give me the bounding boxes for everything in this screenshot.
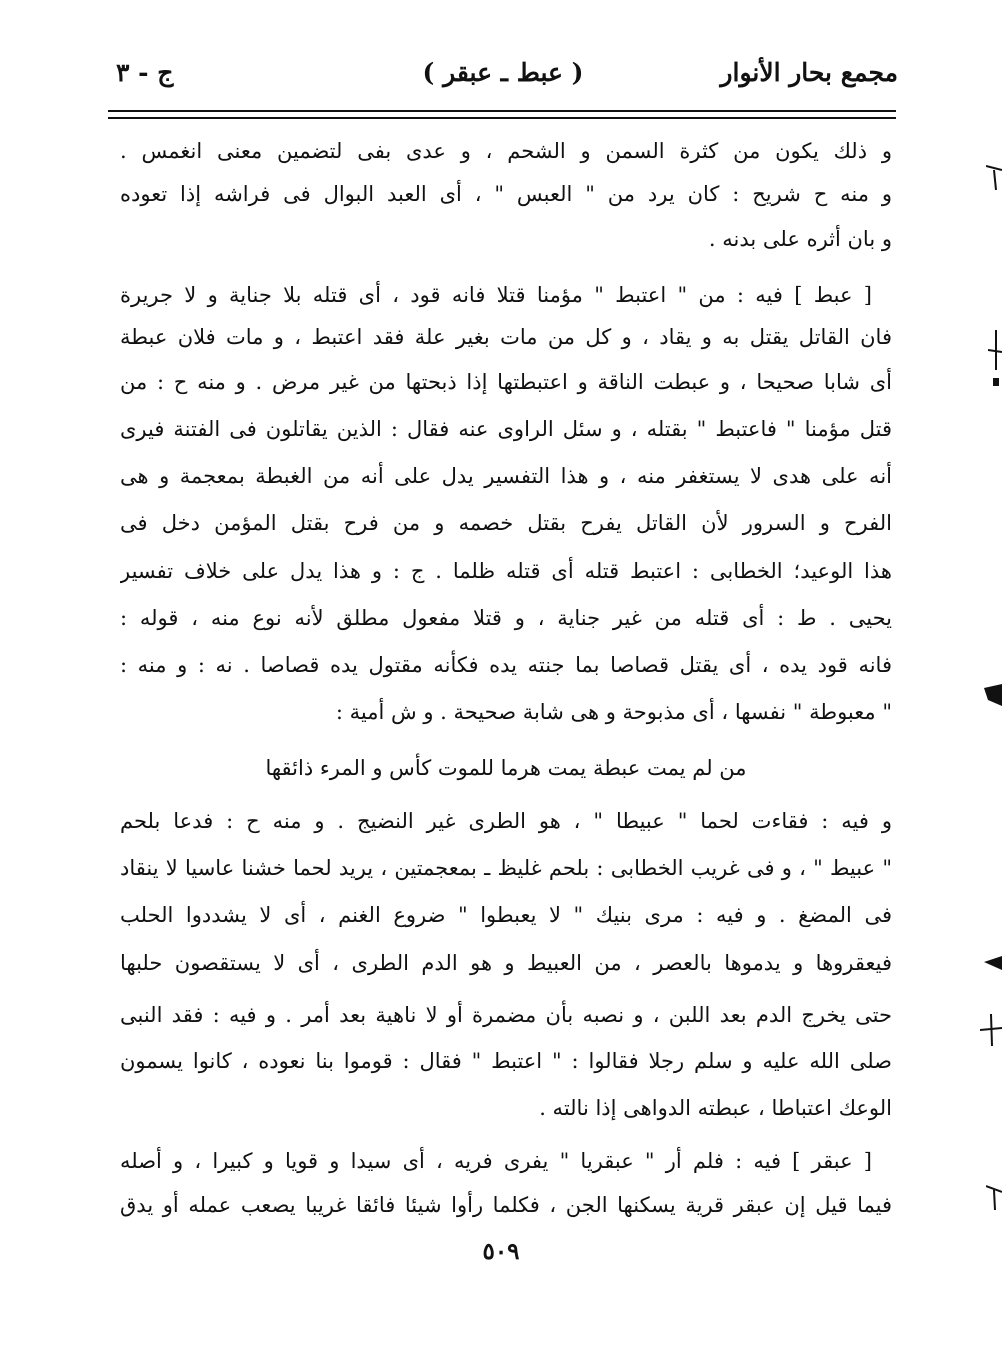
margin-mark	[986, 160, 1002, 190]
text-line: هذا الوعيد؛ الخطابى : اعتبط قتله أى قتله ظلما . ج : و هذا يدل على خلاف تفسير	[120, 559, 892, 583]
text-line: أنه على هدى لا يستغفر منه ، و هذا التفسير يدل على أنه من الغبطة بمعجمة و هى	[120, 464, 892, 488]
margin-mark	[986, 1180, 1002, 1210]
header-rule-top	[108, 110, 896, 112]
text-line: يحيى . ط : أى قتله من غير جناية ، و قتلا مفعول مطلق لأنه نوع منه ، قوله :	[120, 606, 892, 630]
margin-mark	[988, 330, 1002, 390]
text-line: " عبيط " ، و فى غريب الخطابى : بلحم غليظ ـ بمعجمتين ، يريد لحما خشنا عاسيا لا ينقاد	[120, 856, 892, 880]
text-line: و بان أثره على بدنه .	[708, 227, 892, 251]
text-line: فيعقروها و يدموها بالعصر ، من العبيط و هو الدم الطرى ، أى لا يستقصون حلبها	[120, 951, 892, 975]
book-title: مجمع بحار الأنوار	[720, 58, 898, 87]
header-rule-bottom	[108, 117, 896, 119]
page-number: ٥٠٩	[482, 1238, 520, 1265]
text-line: الوعك اعتباطا ، عبطته الدواهى إذا نالته .	[539, 1096, 892, 1120]
text-line: " معبوطة " نفسها ، أى مذبوحة و هى شابة صحيحة . و ش أمية :	[335, 700, 892, 724]
text-line: فانه قود يده ، أى يقتل قصاصا بما جنته يده فكأنه مقتول يده قصاصا . نه : و منه :	[120, 653, 892, 677]
margin-mark	[984, 950, 1002, 974]
section-title: ( عبط ـ عبقر )	[422, 58, 584, 87]
margin-mark	[984, 680, 1002, 710]
verse-line: من لم يمت عبطة يمت هرما للموت كأس و المرء ذائقها	[265, 756, 747, 780]
running-header	[108, 58, 898, 98]
margin-mark	[980, 1010, 1002, 1050]
text-line: و فيه : فقاءت لحما " عبيطا " ، هو الطرى غير النضيج . و منه ح : فدعا بلحم	[120, 809, 892, 833]
volume-number: ج - ٣	[116, 58, 174, 87]
text-line: فيما قيل إن عبقر قرية يسكنها الجن ، فكلما رأوا شيئا فائقا غريبا يصعب عمله أو يدق	[120, 1193, 892, 1217]
text-line: قتل مؤمنا " فاعتبط " بقتله ، و سئل الراوى عنه فقال : الذين يقاتلون فى الفتنة فيرى	[120, 417, 892, 441]
text-line: صلى الله عليه و سلم رجلا فقالوا : " اعتبط " فقال : قوموا بنا نعوده ، كانوا يسمون	[120, 1049, 892, 1073]
text-line: و ذلك يكون من كثرة السمن و الشحم ، و عدى بفى لتضمين معنى انغمس .	[120, 139, 892, 163]
text-line: فى المضغ . و فيه : مرى بنيك " لا يعبطوا " ضروع الغنم ، أى لا يشددوا الحلب	[120, 903, 892, 927]
text-line: و منه ح شريح : كان يرد من " العبس " ، أى العبد البوال فى فراشه إذا تعوده	[120, 182, 892, 206]
entry-heading-line: [ عبط ] فيه : من " اعتبط " مؤمنا قتلا فانه قود ، أى قتله بلا جناية و لا جريرة	[120, 283, 872, 307]
text-line: فان القاتل يقتل به و يقاد ، و كل من مات بغير علة فقد اعتبط ، و مات فلان عبطة	[120, 325, 892, 349]
entry-heading-line: [ عبقر ] فيه : فلم أر " عبقريا " يفرى فريه ، أى سيدا و قويا و كبيرا ، و أصله	[120, 1149, 872, 1173]
text-line: الفرح و السرور لأن القاتل يفرح بقتل خصمه و من فرح بقتل المؤمن دخل فى	[120, 511, 892, 535]
text-line: حتى يخرج الدم بعد اللبن ، و نصبه بأن مضمرة أو لا ناهية بعد أمر . و فيه : فقد النبى	[120, 1003, 892, 1027]
text-line: أى شابا صحيحا ، و عبطت الناقة و اعتبطتها إذا ذبحتها من غير مرض . و منه ح : من	[120, 370, 892, 394]
